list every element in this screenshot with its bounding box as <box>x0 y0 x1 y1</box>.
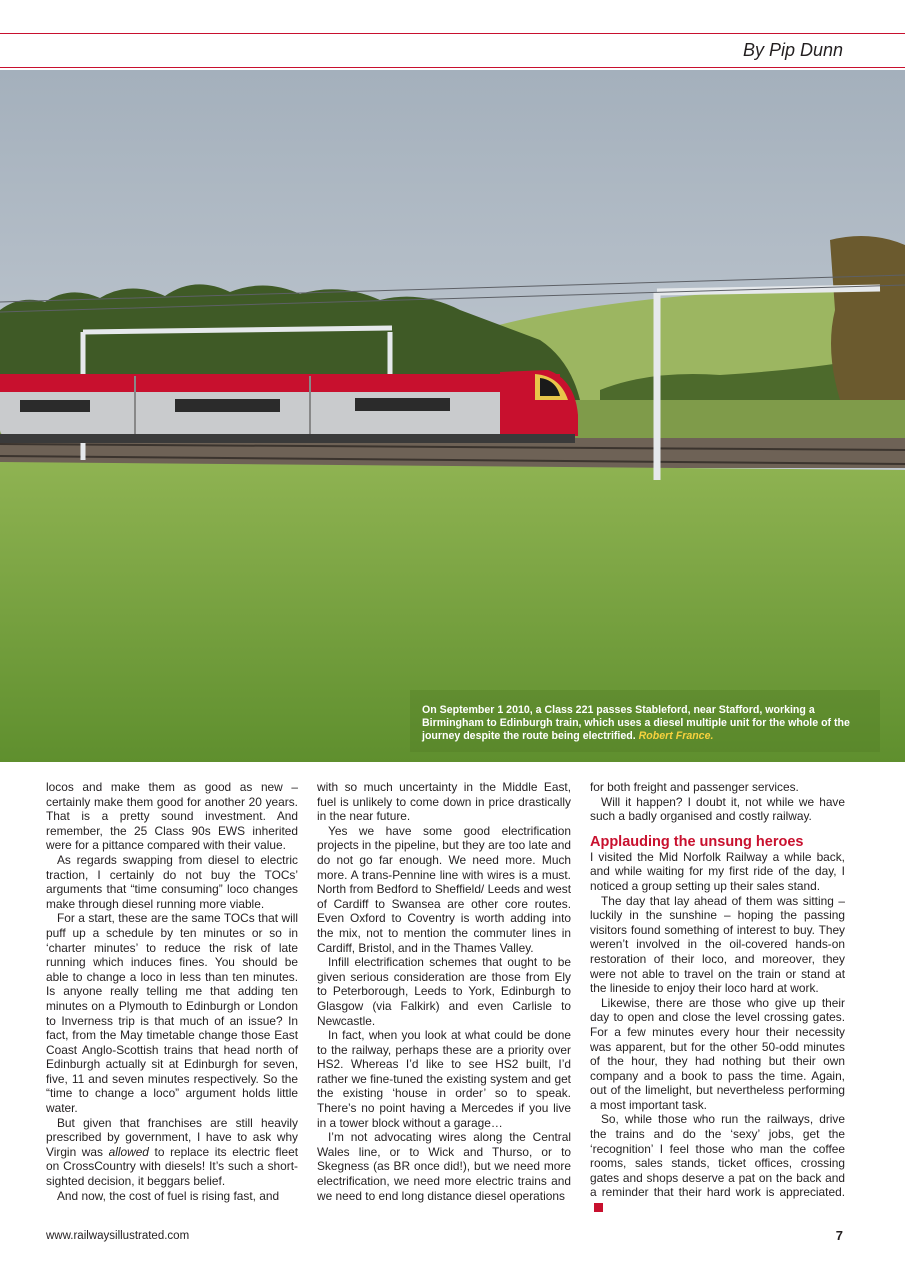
paragraph-text: to replace its electric fleet on CrossCountry with diesels! It’s such a short-sighted decision, it beggars belief. <box>46 1144 298 1189</box>
paragraph: The day that lay ahead of them was sitting – luckily in the sunshine – hoping the passing visitors found something of interest to buy. They weren’t involved in the oil-covered hands-on restoration of their loco, and moreover, they were not able to travel on the train or stand at the lineside to enjoy their loco hard at work. <box>590 893 845 996</box>
page-header <box>0 0 905 70</box>
paragraph: Yes we have some good electrification projects in the pipeline, but they are too late and do not go far enough. We need more. Much more. A trans-Pennine line with wires is a must. North from Bedford to Sheffield/ Leeds and west of Cardiff to Swansea are other core routes. Even Oxford to Coventry is worth adding into the mix, not to mention the commuter lines in Cardiff, Bristol, and in the Thames Valley. <box>317 823 571 955</box>
paragraph: And now, the cost of fuel is rising fast, and <box>57 1188 280 1203</box>
emphasis-text: allowed <box>108 1144 149 1159</box>
paragraph: with so much uncertainty in the Middle East, fuel is unlikely to come down in price drastically in the near future. <box>317 780 571 824</box>
paragraph: Will it happen? I doubt it, not while we have such a badly organised and costly railway. <box>590 794 845 824</box>
header-bottom-rule <box>0 67 905 68</box>
section-subheading: Applauding the unsung heroes <box>590 833 804 850</box>
paragraph: Infill electrification schemes that ought to be given serious consideration are those from Ely to Peterborough, Leeds to York, Edinburgh to Glasgow (via Falkirk) and even Carlisle to Newcastle. <box>317 955 571 1028</box>
train-photo-illustration <box>0 70 905 762</box>
paragraph <box>590 1112 845 1214</box>
lead-photo <box>0 70 905 762</box>
right-tree <box>830 236 905 400</box>
byline: By Pip Dunn <box>742 40 843 60</box>
end-mark-icon <box>594 1203 603 1212</box>
footer-url: www.railwaysillustrated.com <box>46 1230 190 1242</box>
paragraph: For a start, these are the same TOCs that will puff up a schedule by ten minutes or so in ‘charter minutes’ to reduce the risk of late running which induces fines. You should be able to change a loco in less than ten minutes. Is anyone really telling me that adding ten minutes on a Plymouth to Edinburgh or London to Inverness trip is that much of an issue? In fact, from the May timetable change those East Coast Anglo-Scottish trains that head north of Edinburgh actually sit at Edinburgh for seven, five, 11 and seven minutes respectively. So the “time to change a loco” argument holds little water. <box>46 911 298 1116</box>
paragraph: Likewise, there are those who give up their day to open and close the level crossing gates. For a few minutes every hour their necessity was apparent, but for the other 50-odd minutes of the hour, they had nothing but their own company and a book to pass the time. Again, out of the limelight, but nevertheless performing a most important task. <box>590 995 845 1112</box>
paragraph: for both freight and passenger services. <box>590 780 799 794</box>
caption-text: On September 1 2010, a Class 221 passes Stableford, near Stafford, working a Birmingham to Edinburgh train, which uses a diesel multiple unit for the whole of the journey despite the route being electrified. <box>422 704 850 742</box>
paragraph <box>46 1116 298 1189</box>
article-column-2 <box>317 780 571 1203</box>
paragraph: In fact, when you look at what could be done to the railway, perhaps these are a priority over HS2. Whereas I’d like to see HS2 built, I’d rather we fine-tuned the existing system and get the existing ‘house in order’ so to speak. There’s no point having a Mercedes if you live in a tower block without a garage… <box>317 1028 571 1130</box>
page-number: 7 <box>835 1228 843 1243</box>
paragraph-text: So, while those who run the railways, drive the trains and do the ‘sexy’ jobs, get the ‘recognition’ I feel those who man the coffee rooms, sales stands, ticket offices, crossing gates and shops deserve a pat on the back and a reminder that their hard work is appreciated. <box>590 1112 845 1200</box>
header-top-rule <box>0 33 905 34</box>
paragraph: I’m not advocating wires along the Central Wales line, or to Wick and Thurso, or to Skegness (as BR once did!), but we need more electrification, we need more electric trains and we need to end long distance diesel operations <box>317 1130 571 1203</box>
article-column-1 <box>46 780 298 1203</box>
photo-caption <box>422 704 862 743</box>
paragraph: As regards swapping from diesel to electric traction, I certainly do not buy the TOCs’ arguments that “time consuming” loco changes make through diesel running more viable. <box>46 852 298 911</box>
paragraph: I visited the Mid Norfolk Railway a while back, and while waiting for my first ride of the day, I noticed a group setting up their sales stand. <box>590 849 845 893</box>
paragraph: locos and make them as good as new – certainly make them good for another 20 years. That is a pretty sound investment. And remember, the 25 Class 90s EWS inherited were for a pittance compared with their value. <box>46 780 298 853</box>
photo-credit: Robert France. <box>638 730 714 742</box>
class-221-train <box>0 370 578 443</box>
paragraph-text: But given that franchises are still heavily prescribed by government, I have to ask why Virgin was <box>46 1115 298 1159</box>
article-column-3 <box>590 780 845 1215</box>
